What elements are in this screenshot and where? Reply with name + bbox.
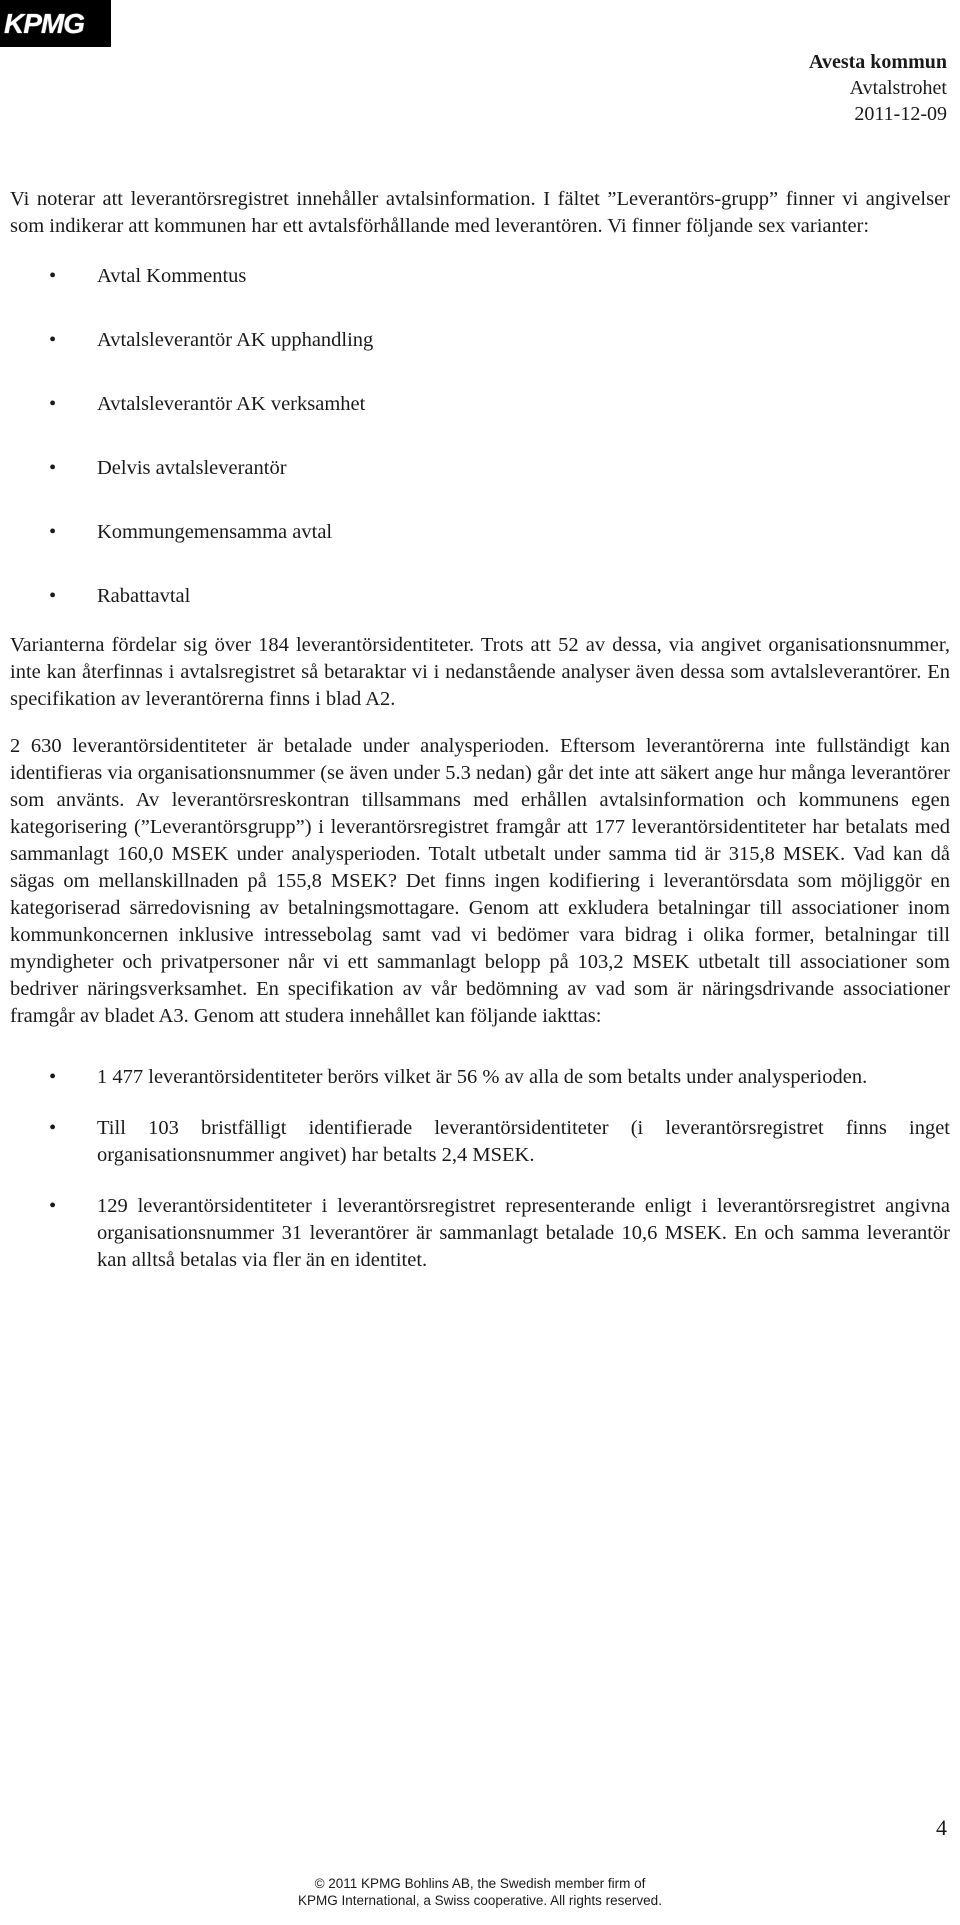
document-body [10,186,950,1298]
page-number: 4 [936,1815,947,1840]
list-item: • 129 leverantörsidentiteter i leverantörsregistret representerande enligt i leverantörsregistret angivna organisationsnummer 31 leverantörer är sammanlagt betalade 10,6 MSEK. En och samma leverantör kan alltså betalas via fler än en identitet. [49,1195,950,1271]
bullet-icon: • [49,1117,57,1139]
bullet-icon: • [49,329,57,351]
bullet-icon: • [49,1066,57,1088]
logo-text: KPMG [4,7,84,39]
bullet-icon: • [49,265,57,287]
bullet-icon: • [49,585,57,607]
list-item: • Delvis avtalsleverantör [10,455,950,482]
paragraph-analysis: 2 630 leverantörsidentiteter är betalade under analysperioden. Eftersom leverantörerna inte fullständigt kan identifieras via organisationsnummer (se även under 5.3 nedan) går det inte att säkert ange hur många leverantörer som använts. Av leverantörsreskontran tillsammans med erhållen avtalsinformation och kommunens egen kategorisering (”Leverantörsgrupp”) i leverantörsregistret framgår att 177 leverantörsidentiteter har betalats med sammanlagt 160,0 MSEK under analysperioden. Totalt utbetalt under samma tid är 315,8 MSEK. Vad kan då sägas om mellanskillnaden på 155,8 MSEK? Det finns ingen kodifiering i leverantörsdata som möjliggör en kategoriserad särredovisning av betalningsmottagare. Genom att exkludera betalningar till associationer inom kommunkoncernen inklusive intressebolag samt vad vi bedömer vara bidrag i olika former, betalningar till myndigheter och privatpersoner når vi ett sammanlagt belopp på 103,2 MSEK utbetalt till associationer som bedriver näringsverksamhet. En specifikation av vår bedömning av vad som är näringsdrivande associationer framgår av bladet A3. Genom att studera innehållet kan följande iakttas: [10,735,950,1027]
variants-list [10,263,950,610]
bullet-icon: • [49,393,57,415]
footer-line: © 2011 KPMG Bohlins AB, the Swedish member firm of [314,1876,646,1891]
list-item: • Rabattavtal [10,583,950,610]
paragraph-variants-distribution: Varianterna fördelar sig över 184 leverantörsidentiteter. Trots att 52 av dessa, via angivet organisationsnummer, inte kan återfinnas i avtalsregistret så betaraktar vi i nedanstående analyser även dessa som avtalsleverantörer. En specifikation av leverantörerna finns i blad A2. [10,634,950,710]
bullet-icon: • [49,457,57,479]
copyright-footer [0,1875,960,1909]
bullet-icon: • [49,521,57,543]
list-item: • Till 103 bristfälligt identifierade leverantörsidentiteter (i leverantörsregistret finns inget organisationsnummer angivet) har betalts 2,4 MSEK. [49,1117,950,1166]
list-item: • 1 477 leverantörsidentiteter berörs vilket är 56 % av alla de som betalts under analysperioden. [10,1064,950,1091]
bullet-icon: • [49,1195,57,1217]
organization-name: Avesta kommun [809,51,947,73]
document-date: 2011-12-09 [854,103,947,125]
intro-paragraph: Vi noterar att leverantörsregistret innehåller avtalsinformation. I fältet ”Leverantörs-grupp” finner vi angivelser som indikerar att kommunen har ett avtalsförhållande med leverantören. Vi finner följande sex varianter: [10,188,950,237]
list-item: • Avtal Kommentus [10,263,950,290]
list-item: • Avtalsleverantör AK verksamhet [10,391,950,418]
kpmg-logo [0,0,111,47]
document-title: Avtalstrohet [849,77,947,99]
findings-list [10,1064,950,1274]
footer-line: KPMG International, a Swiss cooperative. All rights reserved. [298,1893,662,1908]
document-header [809,49,947,127]
list-item: • Avtalsleverantör AK upphandling [10,327,950,354]
list-item: • Kommungemensamma avtal [10,519,950,546]
